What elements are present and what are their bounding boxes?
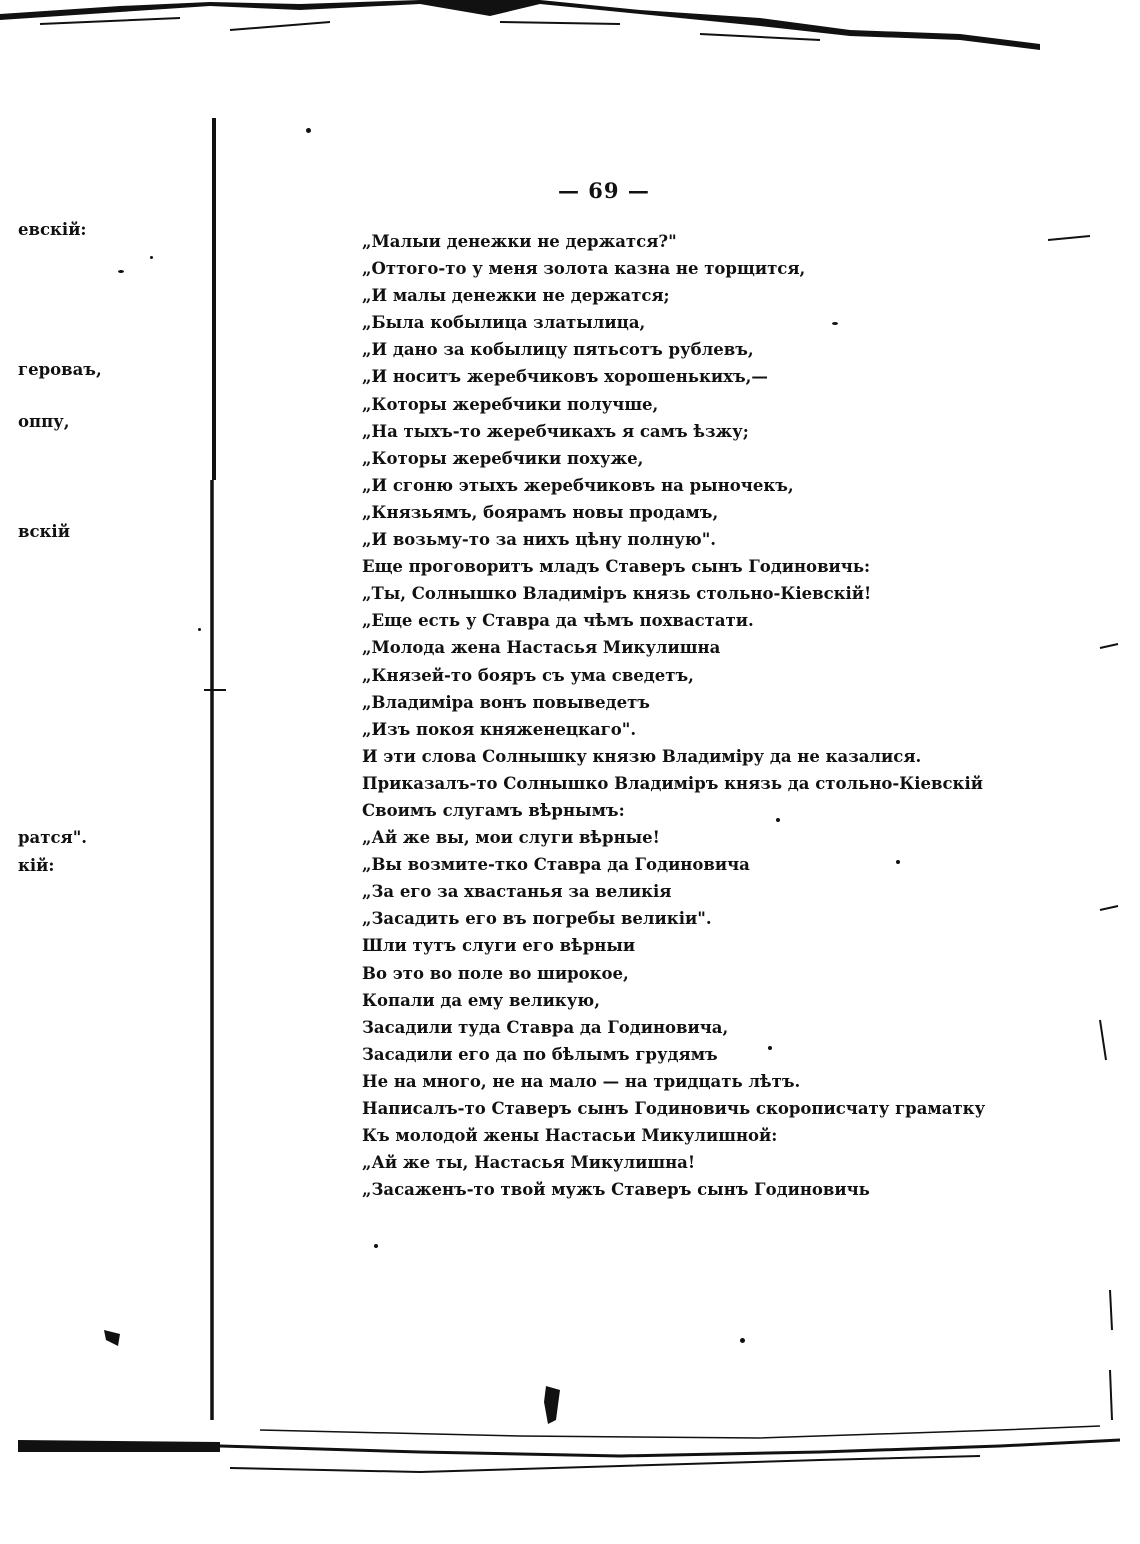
bottom-edge-line — [220, 1440, 1120, 1456]
speck — [306, 128, 311, 133]
speck — [150, 256, 153, 259]
text-line: „Оттого-то у меня золота казна не торщится, — [362, 259, 806, 279]
page-number: — 69 — — [558, 178, 650, 203]
text-line: „И сгоню этыхъ жеребчиковъ на рыночекъ, — [362, 475, 794, 495]
text-line: Написалъ-то Ставеръ сынъ Годиновичь скорописчату граматку — [362, 1099, 986, 1118]
speck — [740, 1338, 745, 1343]
previous-page-fragment: оппу, — [18, 412, 70, 431]
text-line: „И носитъ жеребчиковъ хорошенькихъ,— — [362, 367, 768, 387]
text-line: Засадили его да по бѣлымъ грудямъ — [362, 1044, 718, 1064]
text-line: Еще проговоритъ младъ Ставеръ сынъ Годиновичь: — [362, 557, 871, 577]
speck — [374, 1244, 378, 1248]
text-line: „Была кобылица златылица, — [362, 313, 646, 333]
text-line: „Ты, Солнышко Владиміръ князь стольно-Кіевскій! — [362, 584, 872, 604]
text-line: „Ай же вы, мои слуги вѣрные! — [362, 828, 660, 848]
text-line: „Засаженъ-то твой мужъ Ставеръ сынъ Годиновичь — [362, 1180, 870, 1200]
text-line: „Вы возмите-тко Ставра да Годиновича — [362, 855, 750, 875]
previous-page-fragment: героваъ, — [18, 360, 102, 379]
text-line: „Ай же ты, Настасья Микулишна! — [362, 1153, 696, 1173]
text-line: „Владиміра вонъ повыведетъ — [362, 692, 650, 712]
text-line: „Еще есть у Ставра да чѣмъ похвастати. — [362, 611, 754, 631]
text-line: Во это во поле во широкое, — [362, 963, 629, 983]
text-line: Не на много, не на мало — на тридцать лѣтъ. — [362, 1071, 801, 1091]
previous-page-fragment: кій: — [18, 856, 55, 875]
text-line: „За его за хвастанья за великія — [362, 882, 672, 902]
text-line: „На тыхъ-то жеребчикахъ я самъ ѣзжу; — [362, 421, 749, 441]
text-line: Приказалъ-то Солнышко Владиміръ князь да стольно-Кіевскій — [362, 773, 983, 793]
bottom-edge-line-2 — [230, 1456, 980, 1472]
previous-page-fragment: ратся". — [18, 828, 88, 847]
text-line: „Которы жеребчики похуже, — [362, 448, 644, 468]
speck — [118, 270, 124, 273]
speck — [198, 628, 201, 631]
text-line: „Молода жена Настасья Микулишна — [362, 638, 721, 658]
top-edge-scan-artifact — [0, 0, 1040, 50]
top-edge-line — [40, 18, 820, 40]
text-line: „И дано за кобылицу пятьсотъ рублевъ, — [362, 340, 754, 360]
text-line: Къ молодой жены Настасьи Микулишной: — [362, 1126, 778, 1146]
text-line: Копали да ему великую, — [362, 990, 600, 1010]
bottom-edge-scan-artifact — [18, 1440, 220, 1452]
poem-text — [362, 228, 1102, 1203]
text-line: И эти слова Солнышку князю Владиміру да не казалися. — [362, 746, 922, 766]
ink-blot-bottom — [544, 1386, 560, 1424]
ink-blot — [104, 1330, 120, 1346]
text-line: „Князьямъ, боярамъ новы продамъ, — [362, 502, 719, 522]
text-line: „И возьму-то за нихъ цѣну полную". — [362, 530, 717, 550]
text-line: „Засадить его въ погребы великіи". — [362, 909, 712, 929]
text-line: „Которы жеребчики получше, — [362, 394, 659, 414]
text-line: Засадили туда Ставра да Годиновича, — [362, 1017, 729, 1037]
text-line: „Князей-то бояръ съ ума сведетъ, — [362, 665, 694, 685]
previous-page-fragment: вскій — [18, 522, 70, 541]
previous-page-fragment: евскій: — [18, 220, 87, 239]
text-line: Своимъ слугамъ вѣрнымъ: — [362, 800, 625, 820]
text-line: „Малыи денежки не держатся?" — [362, 232, 677, 251]
bottom-edge-line-3 — [260, 1426, 1100, 1438]
text-line: „И малы денежки не держатся; — [362, 286, 670, 306]
text-line: Шли тутъ слуги его вѣрныи — [362, 936, 636, 956]
text-line: „Изъ покоя княженецкаго". — [362, 719, 637, 739]
